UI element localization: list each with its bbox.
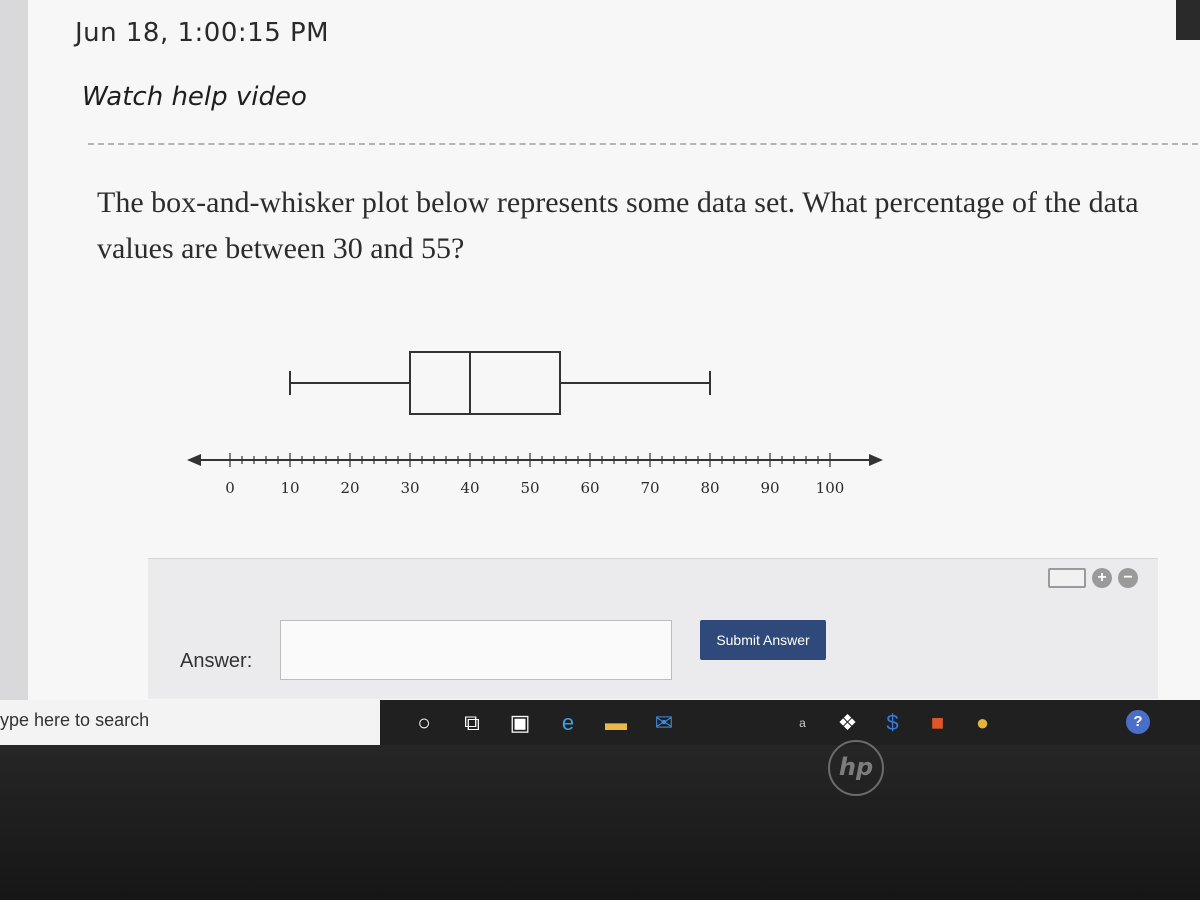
taskbar xyxy=(0,700,1200,745)
a-icon[interactable]: a xyxy=(799,715,806,730)
tick-label: 100 xyxy=(815,479,845,497)
chrome-icon[interactable]: ● xyxy=(975,709,990,735)
tick-label: 80 xyxy=(700,479,720,497)
laptop-bezel xyxy=(0,745,1200,900)
submit-answer-button[interactable]: Submit Answer xyxy=(700,620,826,660)
money-icon[interactable]: $ xyxy=(886,709,899,735)
interquartile-box xyxy=(410,352,560,414)
taskbar-search-text: ype here to search xyxy=(0,710,150,730)
taskbar-search[interactable] xyxy=(0,700,380,745)
tick-label: 0 xyxy=(225,479,235,497)
cortana-icon[interactable]: ○ xyxy=(417,709,431,735)
store-icon[interactable]: ▣ xyxy=(509,709,531,735)
tick-label: 40 xyxy=(460,479,480,497)
tick-label: 90 xyxy=(760,479,780,497)
tick-label: 20 xyxy=(340,479,360,497)
question-text: The box-and-whisker plot below represents some data set. What percentage of the data values are between 30 and 55? xyxy=(97,186,1139,265)
tick-label: 50 xyxy=(520,479,540,497)
watch-help-video-link[interactable]: Watch help video xyxy=(82,82,307,112)
axis-arrow-left xyxy=(187,454,201,466)
tick-label: 30 xyxy=(400,479,420,497)
axis-arrow-right xyxy=(869,454,883,466)
mail-icon[interactable]: ✉ xyxy=(654,709,674,735)
dropbox-icon[interactable]: ❖ xyxy=(837,709,858,735)
answer-input[interactable] xyxy=(280,620,672,680)
tick-label: 10 xyxy=(280,479,300,497)
tick-label: 70 xyxy=(640,479,660,497)
keyboard-icon[interactable] xyxy=(1048,568,1086,588)
file-explorer-icon[interactable]: ▬ xyxy=(605,709,627,735)
task-view-icon[interactable]: ⧉ xyxy=(464,709,480,735)
help-icon[interactable]: ? xyxy=(1126,710,1150,734)
zoom-out-icon[interactable]: − xyxy=(1118,568,1138,588)
zoom-in-icon[interactable]: + xyxy=(1092,568,1112,588)
edge-icon[interactable]: e xyxy=(561,709,575,735)
timestamp: Jun 18, 1:00:15 PM xyxy=(75,18,330,48)
tick-label: 60 xyxy=(580,479,600,497)
taskbar-apps xyxy=(400,700,688,745)
office-icon[interactable]: ■ xyxy=(930,709,945,735)
tools xyxy=(1048,568,1138,588)
taskbar-tray xyxy=(780,700,1005,745)
answer-label: Answer: xyxy=(180,650,253,672)
hp-logo: hp xyxy=(828,740,884,796)
